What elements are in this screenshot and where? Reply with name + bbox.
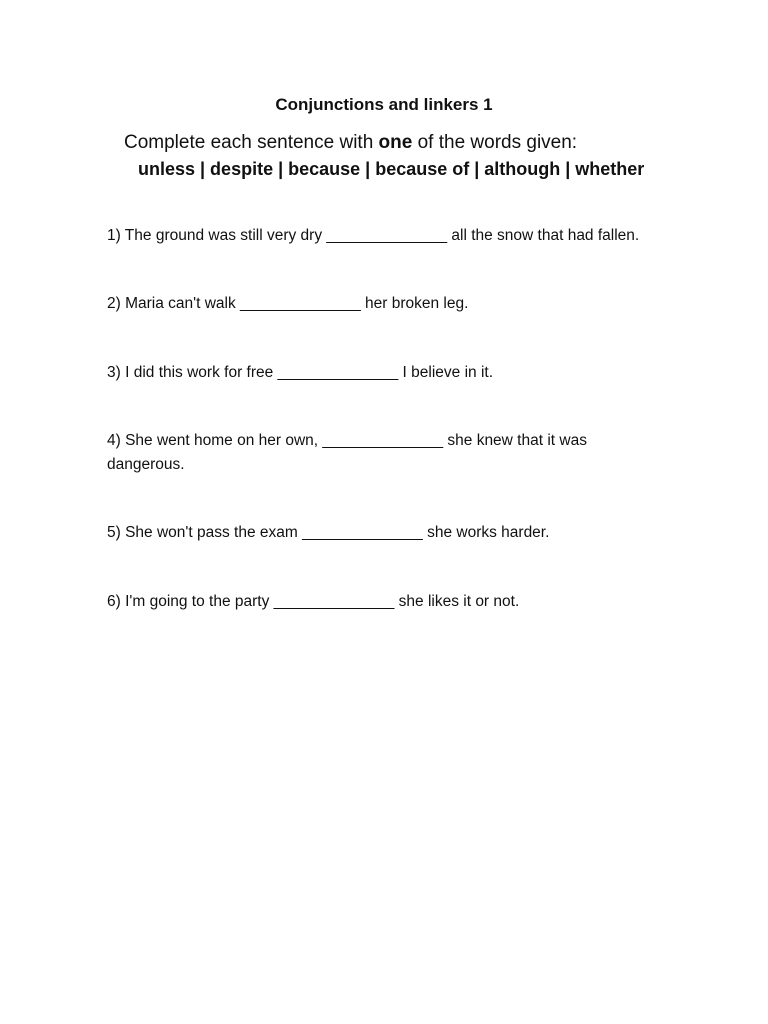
question-item: 2) Maria can't walk ______________ her broken leg. — [107, 295, 469, 312]
word-bank: unless | despite | because | because of | although | whether — [138, 159, 645, 179]
question-item: 5) She won't pass the exam ______________ she works harder. — [107, 524, 550, 541]
question-item: 6) I'm going to the party ______________ she likes it or not. — [107, 593, 520, 610]
question-item: 4) She went home on her own, ______________ she knew that it was dangerous. — [107, 432, 587, 473]
question-item: 1) The ground was still very dry ______________ all the snow that had fallen. — [107, 227, 640, 244]
instruction-before: Complete each sentence with — [124, 132, 379, 153]
instruction-after: of the words given: — [412, 132, 578, 153]
worksheet-title: Conjunctions and linkers 1 — [275, 95, 493, 114]
instruction-text — [124, 131, 577, 155]
instruction-emphasis: one — [378, 132, 413, 153]
question-item: 3) I did this work for free ______________ I believe in it. — [107, 364, 494, 381]
